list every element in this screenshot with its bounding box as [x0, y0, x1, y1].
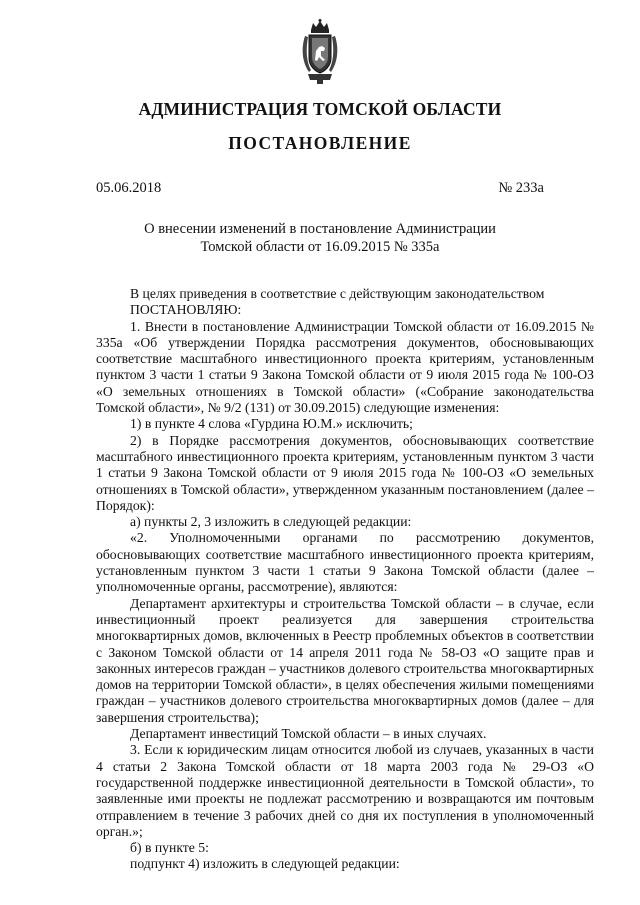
body-paragraph: 1. Внести в постановление Администрации Томской области от 16.09.2015 № 335а «Об утверждении Порядка рассмотрения документов, обосновывающих соответствие масштабного инвестиционного проекта критериям, установленным пунктом 3 части 1 статьи 9 Закона Томской области от 9 июля 2015 года № 100-ОЗ «О земельных отношениях в Томской области» («Собрание законодательства Томской области», № 9/2 (131) от 30.09.2015) следующие изменения: — [96, 318, 594, 416]
body-paragraph: Департамент инвестиций Томской области – в иных случаях. — [130, 726, 487, 742]
body-paragraph: В целях приведения в соответствие с действующим законодательством — [130, 286, 545, 301]
subject-line: О внесении изменений в постановление Администрации — [144, 221, 496, 237]
document-number: № 233а — [498, 180, 544, 196]
body-paragraph: ПОСТАНОВЛЯЮ: — [130, 302, 242, 318]
document-subject — [96, 220, 544, 256]
document-type: ПОСТАНОВЛЕНИЕ — [228, 133, 412, 153]
body-paragraph: Департамент архитектуры и строительства Томской области – в случае, если инвестиционный проект реализуется для завершения строительства многоквартирных домов, включенных в Реестр проблемных объектов в соответствии с Законом Томской области от 14 апреля 2011 года № 58-ОЗ «О защите прав и законных интересов граждан – участников долевого строительства многоквартирных домов на территории Томской области», в целях обеспечения жилыми помещениями граждан – участников долевого строительства многоквартирных домов (далее – для завершения строительства); — [96, 595, 595, 725]
body-paragraph: 3. Если к юридическим лицам относится любой из случаев, указанных в части 4 статьи 2 Закона Томской области от 18 марта 2003 года № 29-ОЗ «О государственной поддержке инвестиционной деятельности в Томской области», то заявленные ими проекты не подлежат рассмотрению и возвращаются им почтовым отправлением в течение 3 рабочих дней со дня их поступления в уполномоченный орган.»; — [96, 742, 594, 839]
body-paragraph: «2. Уполномоченными органами по рассмотрению документов, обосновывающих соответствие масштабного инвестиционного проекта критериям, установленным пунктом 3 части 1 статьи 9 Закона Томской области (далее – уполномоченные органы, рассмотрение), являются: — [96, 530, 594, 595]
body-paragraph: 2) в Порядке рассмотрения документов, обосновывающих соответствие масштабного инвестиционного проекта критериям, установленным пунктом 3 части 1 статьи 9 Закона Томской области от 9 июля 2015 года № 100-ОЗ «О земельных отношениях в Томской области», утвержденном указанным постановлением (далее – Порядок): — [96, 432, 594, 513]
body-paragraph: подпункт 4) изложить в следующей редакции: — [130, 856, 400, 872]
coat-of-arms-icon — [300, 18, 340, 84]
body-paragraph: б) в пункте 5: — [130, 840, 209, 856]
body-paragraph: а) пункты 2, 3 изложить в следующей редакции: — [130, 514, 412, 530]
body-paragraph: 1) в пункте 4 слова «Гурдина Ю.М.» исключить; — [130, 416, 413, 432]
document-date: 05.06.2018 — [96, 180, 162, 196]
subject-line: Томской области от 16.09.2015 № 335а — [200, 239, 440, 255]
organization-name: АДМИНИСТРАЦИЯ ТОМСКОЙ ОБЛАСТИ — [138, 99, 502, 119]
document-body — [96, 286, 594, 873]
